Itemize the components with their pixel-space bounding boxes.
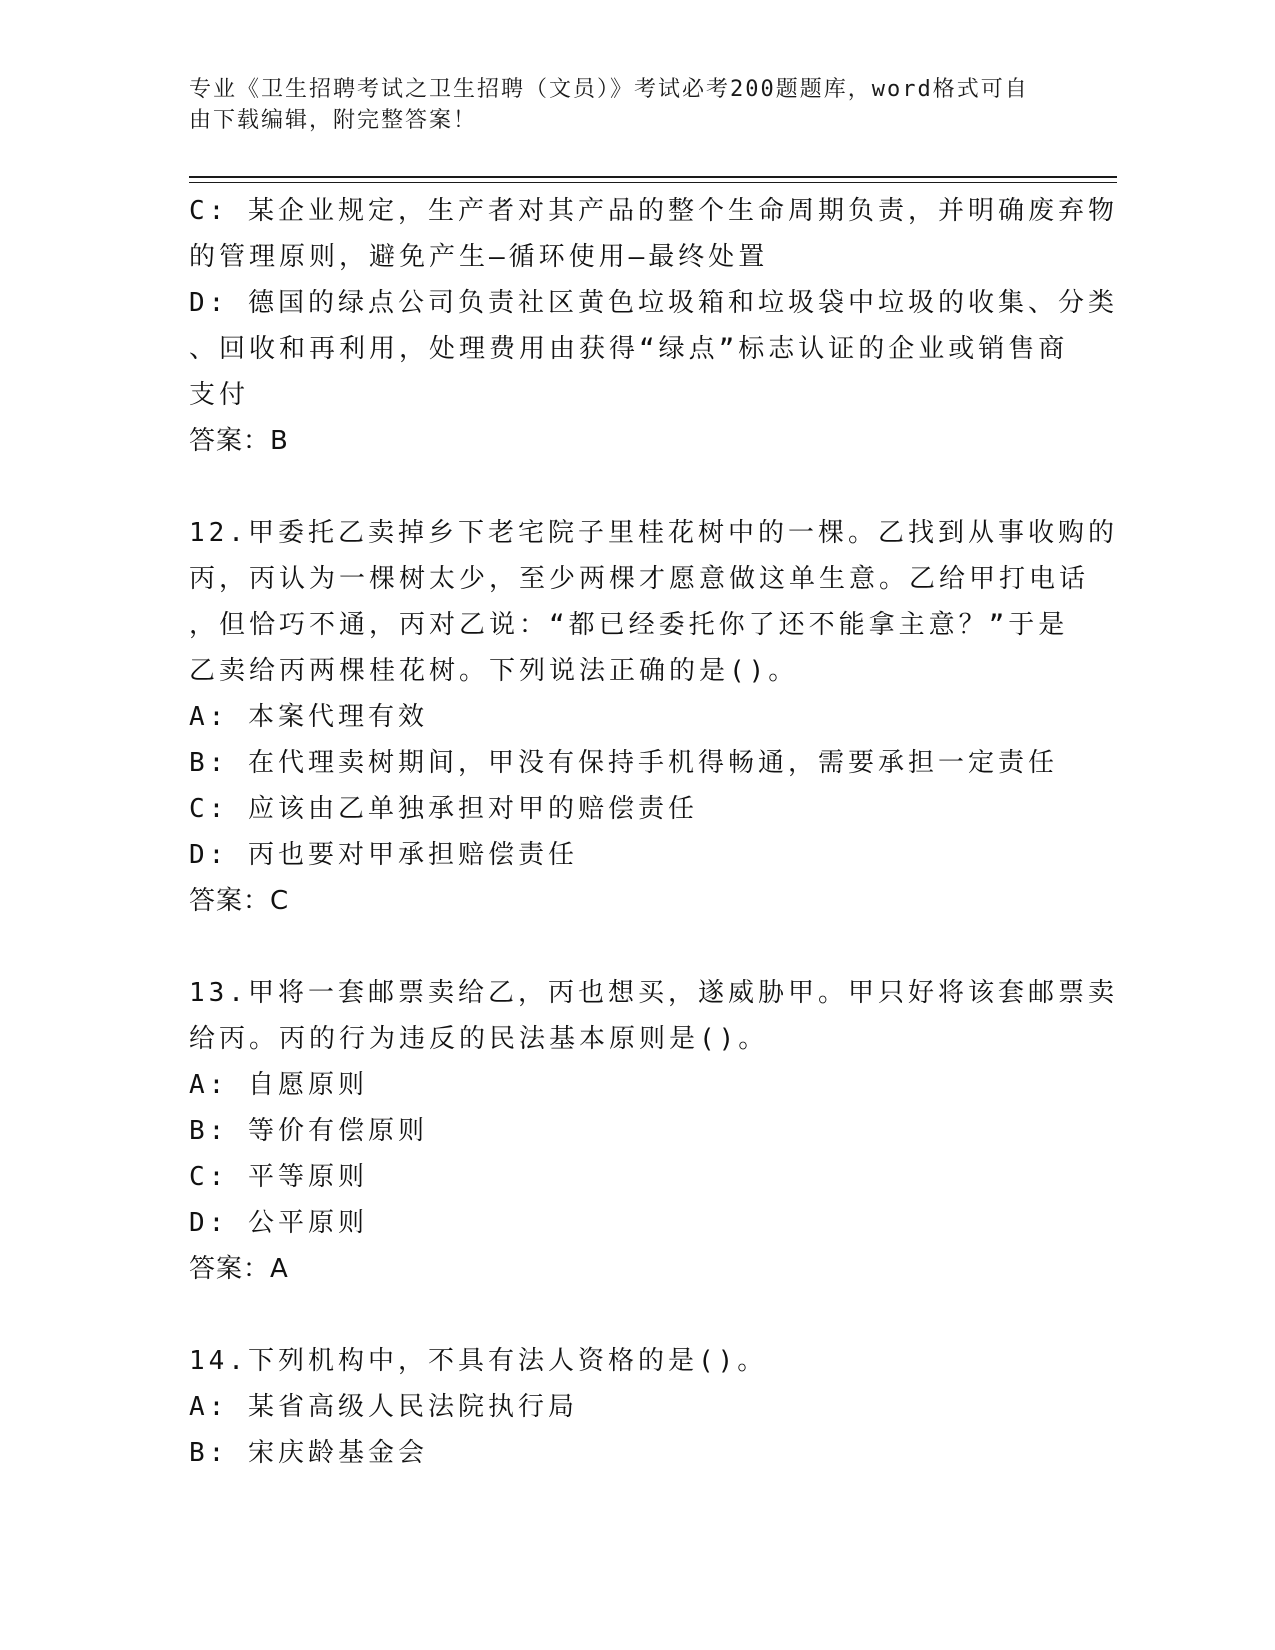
answer-label: 答案：B bbox=[189, 426, 289, 456]
question-stem-line: 给丙。丙的行为违反的民法基本原则是()。 bbox=[189, 1024, 769, 1054]
question-13 bbox=[189, 970, 1118, 1292]
question-spacer bbox=[189, 1292, 1089, 1338]
header-line-2: 由下载编辑，附完整答案！ bbox=[189, 108, 478, 133]
option-c: C: 应该由乙单独承担对甲的赔偿责任 bbox=[189, 794, 698, 824]
question-stem-line: 丙，丙认为一棵树太少，至少两棵才愿意做这单生意。乙给甲打电话 bbox=[189, 564, 1090, 594]
option-b: B: 在代理卖树期间，甲没有保持手机得畅通，需要承担一定责任 bbox=[189, 748, 1058, 778]
question-stem-line: ，但恰巧不通，丙对乙说：“都已经委托你了还不能拿主意？”于是 bbox=[189, 610, 1069, 640]
option-c: C: 平等原则 bbox=[189, 1162, 368, 1192]
option-d-line: 、回收和再利用，处理费用由获得“绿点”标志认证的企业或销售商 bbox=[189, 334, 1069, 364]
question-spacer bbox=[189, 464, 1089, 510]
question-12 bbox=[189, 510, 1118, 924]
question-spacer bbox=[189, 924, 1089, 970]
option-d: D: 公平原则 bbox=[189, 1208, 368, 1238]
option-b: B: 宋庆龄基金会 bbox=[189, 1438, 428, 1468]
option-c-line: C: 某企业规定，生产者对其产品的整个生命周期负责，并明确废弃物 bbox=[189, 196, 1118, 226]
answer-label: 答案：C bbox=[189, 886, 290, 916]
option-b: B: 等价有偿原则 bbox=[189, 1116, 428, 1146]
question-11-tail bbox=[189, 188, 1118, 464]
question-stem-line: 12.甲委托乙卖掉乡下老宅院子里桂花树中的一棵。乙找到从事收购的 bbox=[189, 518, 1118, 548]
option-d-line: D: 德国的绿点公司负责社区黄色垃圾箱和垃圾袋中垃圾的收集、分类 bbox=[189, 288, 1118, 318]
option-a: A: 自愿原则 bbox=[189, 1070, 368, 1100]
option-d-line: 支付 bbox=[189, 380, 250, 410]
answer-label: 答案：A bbox=[189, 1254, 289, 1284]
question-stem-line: 乙卖给丙两棵桂花树。下列说法正确的是()。 bbox=[189, 656, 799, 686]
option-a: A: 某省高级人民法院执行局 bbox=[189, 1392, 578, 1422]
question-14 bbox=[189, 1338, 1089, 1476]
document-header bbox=[189, 74, 1089, 136]
option-c-line: 的管理原则，避免产生—循环使用—最终处置 bbox=[189, 242, 769, 272]
option-d: D: 丙也要对甲承担赔偿责任 bbox=[189, 840, 578, 870]
question-stem-line: 14.下列机构中，不具有法人资格的是()。 bbox=[189, 1346, 768, 1376]
question-stem-line: 13.甲将一套邮票卖给乙，丙也想买，遂威胁甲。甲只好将该套邮票卖 bbox=[189, 978, 1118, 1008]
question-content bbox=[189, 188, 1118, 1476]
header-line-1: 专业《卫生招聘考试之卫生招聘（文员）》考试必考200题题库，word格式可自 bbox=[189, 77, 1029, 102]
header-divider-thin bbox=[189, 182, 1117, 183]
option-a: A: 本案代理有效 bbox=[189, 702, 428, 732]
header-divider-thick bbox=[189, 176, 1117, 178]
